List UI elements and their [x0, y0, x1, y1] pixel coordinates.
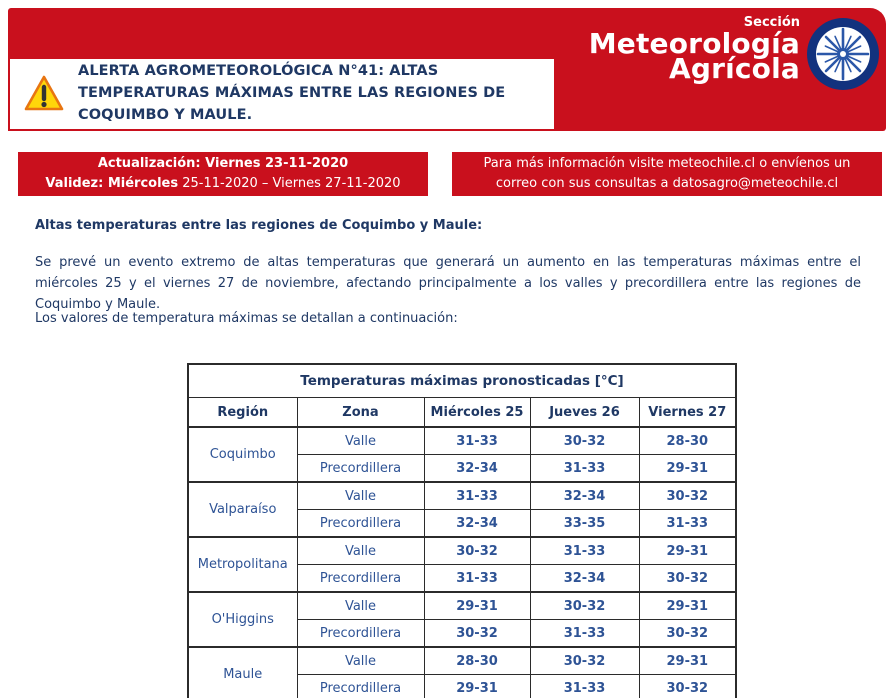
region-cell: Metropolitana — [188, 537, 297, 592]
temperature-cell: 29-31 — [639, 537, 736, 565]
body-lead-in: Los valores de temperatura máximas se detallan a continuación: — [35, 311, 458, 326]
temperature-cell: 30-32 — [424, 537, 530, 565]
alert-title: ALERTA AGROMETEOROLÓGICA N°41: ALTAS TEMPERATURAS MÁXIMAS ENTRE LAS REGIONES DE COQUIMBO Y MAULE. — [78, 63, 506, 123]
contact-line-2: correo con sus consultas a datosagro@meteochile.cl — [495, 176, 839, 191]
temperature-cell: 29-31 — [639, 592, 736, 620]
table-title-row — [188, 364, 736, 398]
temperature-cell: 30-32 — [530, 427, 639, 455]
contact-line-1: Para más información visite meteochile.cl o envíenos un — [483, 156, 851, 171]
zone-cell: Precordillera — [297, 510, 424, 538]
region-cell: Maule — [188, 647, 297, 698]
temperature-cell: 29-31 — [424, 592, 530, 620]
temperature-cell: 28-30 — [424, 647, 530, 675]
forecast-table-body — [188, 427, 736, 698]
region-cell: O'Higgins — [188, 592, 297, 647]
column-header: Miércoles 25 — [424, 398, 530, 428]
table-row — [188, 592, 736, 620]
temperature-cell: 32-34 — [530, 482, 639, 510]
temperature-cell: 30-32 — [639, 565, 736, 593]
zone-cell: Valle — [297, 647, 424, 675]
temperature-cell: 31-33 — [424, 427, 530, 455]
contact-box — [452, 152, 882, 196]
region-cell: Valparaíso — [188, 482, 297, 537]
temperature-cell: 31-33 — [530, 675, 639, 698]
temperature-cell: 31-33 — [530, 537, 639, 565]
column-header: Zona — [297, 398, 424, 428]
zone-cell: Valle — [297, 482, 424, 510]
section-label: Sección — [743, 15, 800, 30]
region-cell: Coquimbo — [188, 427, 297, 482]
temperature-cell: 30-32 — [424, 620, 530, 648]
brand-title-line2: Agrícola — [668, 52, 800, 85]
zone-cell: Precordillera — [297, 565, 424, 593]
table-row — [188, 537, 736, 565]
brand-title-line1: Meteorología — [588, 27, 800, 60]
temperature-cell: 32-34 — [424, 455, 530, 483]
temperature-cell: 28-30 — [639, 427, 736, 455]
temperature-cell: 30-32 — [530, 647, 639, 675]
table-row — [188, 647, 736, 675]
temperature-cell: 29-31 — [639, 647, 736, 675]
zone-cell: Valle — [297, 537, 424, 565]
update-line: Actualización: Viernes 23-11-2020 — [97, 156, 349, 171]
header-banner — [8, 8, 886, 131]
temperature-cell: 31-33 — [424, 565, 530, 593]
temperature-cell: 29-31 — [639, 455, 736, 483]
temperature-cell: 30-32 — [639, 675, 736, 698]
temperature-cell: 32-34 — [530, 565, 639, 593]
temperature-cell: 31-33 — [530, 620, 639, 648]
column-header: Viernes 27 — [639, 398, 736, 428]
table-row — [188, 427, 736, 455]
body-paragraph: Se prevé un evento extremo de altas temperaturas que generará un aumento en las temperaturas máximas entre el miércoles 25 y el viernes 27 de noviembre, afectando principalmente a los valles y precordillera entre las regiones de Coquimbo y Maule. — [35, 255, 861, 312]
zone-cell: Precordillera — [297, 675, 424, 698]
column-header: Región — [188, 398, 297, 428]
dmc-emblem-logo-icon — [806, 17, 880, 91]
temperature-cell: 30-32 — [530, 592, 639, 620]
validity-line: Validez: Miércoles 25-11-2020 – Viernes 27-11-2020 — [45, 176, 401, 191]
warning-icon — [23, 73, 65, 115]
temperature-cell: 31-33 — [639, 510, 736, 538]
temperature-cell: 33-35 — [530, 510, 639, 538]
brand-block — [588, 15, 800, 85]
table-row — [188, 482, 736, 510]
table-header-row — [188, 398, 736, 428]
temperature-cell: 30-32 — [639, 482, 736, 510]
table-title: Temperaturas máximas pronosticadas [°C] — [188, 364, 736, 398]
forecast-table — [187, 363, 737, 698]
temperature-cell: 31-33 — [530, 455, 639, 483]
zone-cell: Precordillera — [297, 455, 424, 483]
temperature-cell: 29-31 — [424, 675, 530, 698]
temperature-cell: 31-33 — [424, 482, 530, 510]
column-header: Jueves 26 — [530, 398, 639, 428]
temperature-cell: 32-34 — [424, 510, 530, 538]
update-validity-box — [18, 152, 428, 196]
alert-title-box — [8, 57, 556, 131]
zone-cell: Valle — [297, 592, 424, 620]
zone-cell: Precordillera — [297, 620, 424, 648]
body-heading: Altas temperaturas entre las regiones de Coquimbo y Maule: — [35, 218, 483, 233]
temperature-cell: 30-32 — [639, 620, 736, 648]
zone-cell: Valle — [297, 427, 424, 455]
